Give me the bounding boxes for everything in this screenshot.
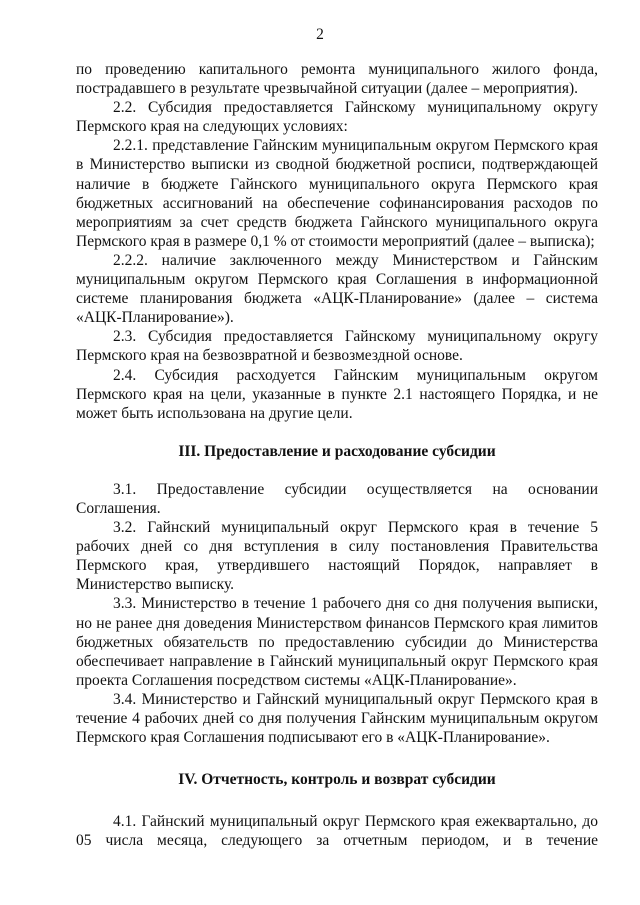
document-body: [76, 60, 598, 850]
paragraph-continuation: по проведению капитального ремонта муниципального жилого фонда, пострадавшего в результате чрезвычайной ситуации (далее – мероприятия).: [76, 61, 598, 98]
paragraph-2-2-2: 2.2.2. наличие заключенного между Министерством и Гайнским муниципальным округом Пермского края Соглашения в информационной системе планирования бюджета «АЦК-Планирование» (далее – система «АЦК-Планирование»).: [76, 251, 598, 327]
paragraph-4-1: 4.1. Гайнский муниципальный округ Пермского края ежеквартально, до 05 числа месяца, следующего за отчетным периодом, и в течение: [76, 813, 598, 850]
section-heading-4: IV. Отчетность, контроль и возврат субсидии: [178, 771, 496, 789]
paragraph-2-2-1: 2.2.1. представление Гайнским муниципальным округом Пермского края в Министерство выписки из сводной бюджетной росписи, подтверждающей наличие в бюджете Гайнского муниципального округа Пермского края бюджетных ассигнований на обеспечение софинансирования расходов по мероприятиям за счет средств бюджета Гайнского муниципального округа Пермского края в размере 0,1 % от стоимости мероприятий (далее – выписка);: [76, 137, 598, 250]
paragraph-3-2: 3.2. Гайнский муниципальный округ Пермского края в течение 5 рабочих дней со дня вступления в силу постановления Правительства Пермского края, утвердившего настоящий Порядок, направляет в Министерство выписку.: [76, 519, 598, 594]
paragraph-3-3: 3.3. Министерство в течение 1 рабочего дня со дня получения выписки, но не ранее дня доведения Министерством финансов Пермского края лимитов бюджетных обязательств по предоставлению субсидии до Министерства обеспечивает направление в Гайнский муниципальный округ Пермского края проекта Соглашения посредством системы «АЦК-Планирование».: [76, 595, 598, 689]
paragraph-3-4: 3.4. Министерство и Гайнский муниципальный округ Пермского края в течение 4 рабочих дней со дня получения Гайнским муниципальным округом Пермского края Соглашения подписывают его в «АЦК-Планирование».: [76, 690, 598, 747]
section-heading-3: III. Предоставление и расходование субсидии: [178, 442, 496, 460]
paragraph-2-3: 2.3. Субсидия предоставляется Гайнскому муниципальному округу Пермского края на безвозвратной и безвозмездной основе.: [76, 328, 598, 365]
paragraph-3-1: 3.1. Предоставление субсидии осуществляется на основании Соглашения.: [76, 480, 598, 517]
paragraph-2-4: 2.4. Субсидия расходуется Гайнским муниципальным округом Пермского края на цели, указанные в пункте 2.1 настоящего Порядка, и не может быть использована на другие цели.: [76, 366, 598, 422]
page-number: 2: [316, 26, 324, 43]
paragraph-2-2: 2.2. Субсидия предоставляется Гайнскому муниципальному округу Пермского края на следующих условиях:: [76, 99, 598, 136]
